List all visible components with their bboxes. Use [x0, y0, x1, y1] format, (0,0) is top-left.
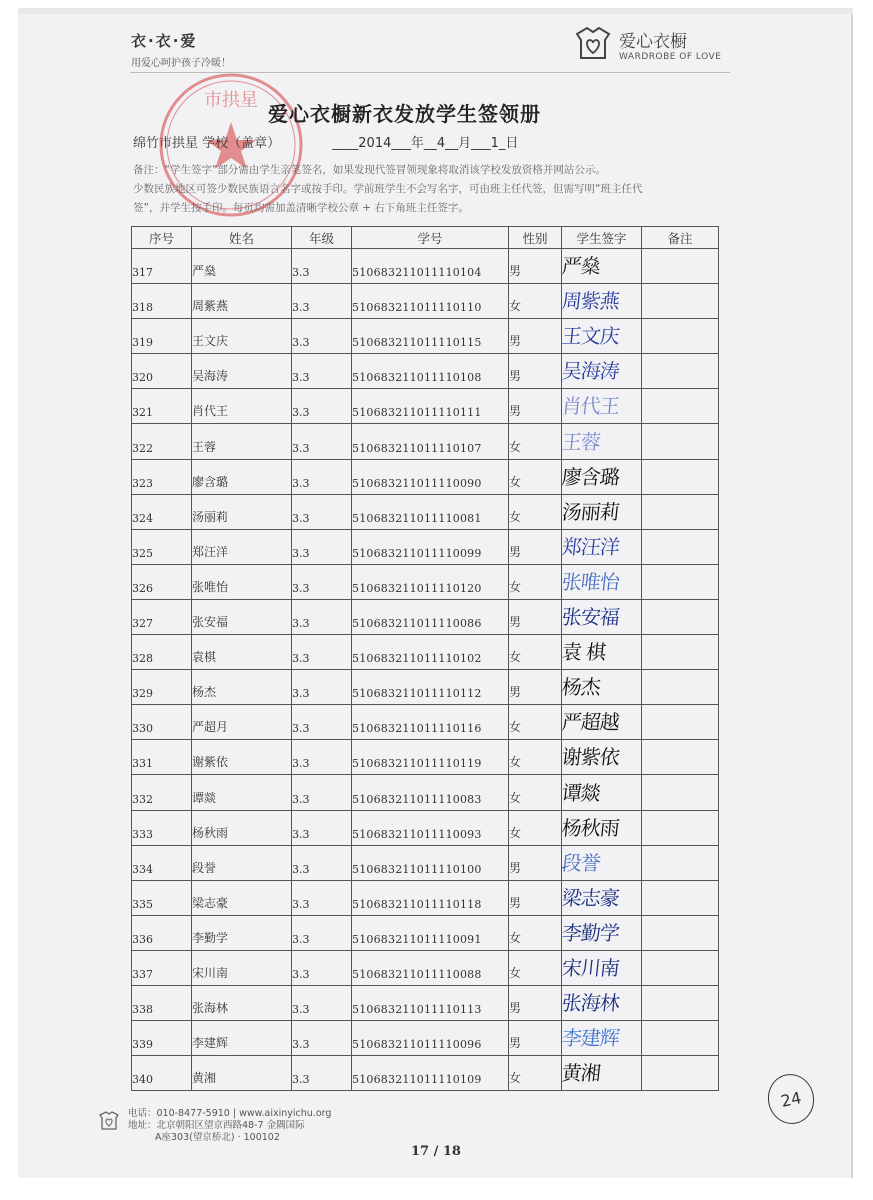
- note-cell: [642, 529, 719, 564]
- student-id: 510683211011110115: [352, 319, 509, 354]
- note-cell: [642, 389, 719, 424]
- student-id: 510683211011110119: [352, 740, 509, 775]
- student-id: 510683211011110107: [352, 424, 509, 459]
- note-cell: [642, 880, 719, 915]
- table-row: [132, 599, 719, 634]
- grade: 3.3: [292, 635, 352, 670]
- handwritten-signature: 周紫燕: [560, 289, 621, 314]
- handwritten-signature: 王文庆: [560, 324, 621, 349]
- signature-cell: [562, 424, 642, 459]
- student-name: 廖含璐: [192, 459, 292, 494]
- note-cell: [642, 424, 719, 459]
- grade: 3.3: [292, 985, 352, 1020]
- student-id: 510683211011110111: [352, 389, 509, 424]
- student-name: 杨秋雨: [192, 810, 292, 845]
- note-cell: [642, 459, 719, 494]
- student-name: 杨杰: [192, 670, 292, 705]
- sex: 男: [509, 319, 562, 354]
- table-row: [132, 319, 719, 354]
- school-date-line: [133, 132, 518, 151]
- page-edge: [18, 8, 853, 14]
- grade: 3.3: [292, 529, 352, 564]
- date-field: ____2014___年__4__月___1_日: [332, 136, 519, 151]
- signature-cell: [562, 529, 642, 564]
- handwritten-signature: 廖含璐: [560, 464, 621, 489]
- grade: 3.3: [292, 950, 352, 985]
- sex: 男: [509, 599, 562, 634]
- table-row: [132, 494, 719, 529]
- handwritten-signature: 袁 棋: [560, 640, 607, 665]
- signature-cell: [562, 705, 642, 740]
- sex: 男: [509, 354, 562, 389]
- student-name: 肖代王: [192, 389, 292, 424]
- handwritten-signature: 汤丽莉: [560, 499, 621, 524]
- handwritten-signature: 张唯怡: [560, 569, 621, 594]
- table-row: [132, 424, 719, 459]
- grade: 3.3: [292, 915, 352, 950]
- sex: 男: [509, 389, 562, 424]
- table-row: [132, 775, 719, 810]
- seal-text: 市拱星: [204, 90, 258, 111]
- row-number: 331: [132, 740, 192, 775]
- grade: 3.3: [292, 284, 352, 319]
- row-number: 339: [132, 1021, 192, 1056]
- student-name: 张安福: [192, 599, 292, 634]
- row-number: 320: [132, 354, 192, 389]
- row-number: 321: [132, 389, 192, 424]
- row-number: 327: [132, 599, 192, 634]
- student-id: 510683211011110093: [352, 810, 509, 845]
- table-row: [132, 880, 719, 915]
- grade: 3.3: [292, 494, 352, 529]
- table-row: [132, 529, 719, 564]
- brand-left-slogan: 用爱心呵护孩子冷暖！: [131, 58, 231, 69]
- signature-cell: [562, 880, 642, 915]
- student-id: 510683211011110081: [352, 494, 509, 529]
- sex: 女: [509, 775, 562, 810]
- handwritten-signature: 严燊: [560, 254, 602, 279]
- handwritten-page-count: 24: [763, 1070, 818, 1128]
- sex: 男: [509, 880, 562, 915]
- grade: 3.3: [292, 740, 352, 775]
- student-id: 510683211011110083: [352, 775, 509, 810]
- signature-cell: [562, 950, 642, 985]
- note-cell: [642, 599, 719, 634]
- sex: 女: [509, 915, 562, 950]
- student-id: 510683211011110116: [352, 705, 509, 740]
- table-header-row: [132, 227, 719, 249]
- sex: 男: [509, 985, 562, 1020]
- note-cell: [642, 810, 719, 845]
- note-cell: [642, 494, 719, 529]
- table-row: [132, 1021, 719, 1056]
- row-number: 318: [132, 284, 192, 319]
- row-number: 328: [132, 635, 192, 670]
- grade: 3.3: [292, 319, 352, 354]
- header-note: 备注: [642, 227, 719, 249]
- wardrobe-heart-logo-icon: [573, 26, 613, 62]
- student-id: 510683211011110104: [352, 249, 509, 284]
- sex: 女: [509, 424, 562, 459]
- note-line: 备注：“学生签字”部分需由学生亲笔签名，如果发现代签冒领现象将取消该学校发放资格并网站公示。: [133, 164, 606, 176]
- table-row: [132, 249, 719, 284]
- sex: 女: [509, 284, 562, 319]
- row-number: 338: [132, 985, 192, 1020]
- signature-cell: [562, 564, 642, 599]
- grade: 3.3: [292, 705, 352, 740]
- table-row: [132, 459, 719, 494]
- handwritten-signature: 宋川南: [560, 955, 621, 980]
- student-name: 王蓉: [192, 424, 292, 459]
- sex: 男: [509, 670, 562, 705]
- row-number: 334: [132, 845, 192, 880]
- student-name: 张唯怡: [192, 564, 292, 599]
- sex: 女: [509, 459, 562, 494]
- table-row: [132, 670, 719, 705]
- student-id: 510683211011110091: [352, 915, 509, 950]
- student-name: 郑汪洋: [192, 529, 292, 564]
- table-row: [132, 810, 719, 845]
- note-cell: [642, 319, 719, 354]
- student-name: 梁志豪: [192, 880, 292, 915]
- footer-address: 地址：北京朝阳区望京西路48-7 金隅国际: [128, 1120, 305, 1131]
- table-row: [132, 284, 719, 319]
- student-name: 李建辉: [192, 1021, 292, 1056]
- header-grade: 年级: [292, 227, 352, 249]
- student-id: 510683211011110086: [352, 599, 509, 634]
- grade: 3.3: [292, 845, 352, 880]
- signature-cell: [562, 459, 642, 494]
- student-name: 谭燚: [192, 775, 292, 810]
- note-cell: [642, 915, 719, 950]
- note-cell: [642, 950, 719, 985]
- table-row: [132, 564, 719, 599]
- handwritten-signature: 肖代王: [560, 394, 621, 419]
- grade: 3.3: [292, 775, 352, 810]
- row-number: 340: [132, 1056, 192, 1091]
- student-id: 510683211011110110: [352, 284, 509, 319]
- student-sign-table: [131, 226, 719, 1091]
- student-id: 510683211011110100: [352, 845, 509, 880]
- student-id: 510683211011110113: [352, 985, 509, 1020]
- note-line: 签”，并学生按手印。每页均需加盖清晰学校公章 + 右下角班主任签字。: [133, 202, 469, 214]
- row-number: 335: [132, 880, 192, 915]
- student-id: 510683211011110090: [352, 459, 509, 494]
- handwritten-signature: 杨杰: [560, 675, 602, 700]
- sex: 女: [509, 1056, 562, 1091]
- table-row: [132, 1056, 719, 1091]
- student-name: 段誉: [192, 845, 292, 880]
- signature-cell: [562, 389, 642, 424]
- grade: 3.3: [292, 880, 352, 915]
- student-name: 吴海涛: [192, 354, 292, 389]
- grade: 3.3: [292, 459, 352, 494]
- sex: 男: [509, 845, 562, 880]
- signature-cell: [562, 249, 642, 284]
- signature-cell: [562, 599, 642, 634]
- notes-block: [133, 161, 748, 218]
- grade: 3.3: [292, 389, 352, 424]
- signature-cell: [562, 740, 642, 775]
- note-cell: [642, 249, 719, 284]
- student-name: 张海林: [192, 985, 292, 1020]
- note-cell: [642, 564, 719, 599]
- signature-cell: [562, 1056, 642, 1091]
- student-id: 510683211011110102: [352, 635, 509, 670]
- grade: 3.3: [292, 1056, 352, 1091]
- student-id: 510683211011110109: [352, 1056, 509, 1091]
- row-number: 325: [132, 529, 192, 564]
- handwritten-signature: 谢紫依: [560, 745, 621, 770]
- handwritten-signature: 李建辉: [560, 1026, 621, 1051]
- note-cell: [642, 1056, 719, 1091]
- note-cell: [642, 284, 719, 319]
- signature-cell: [562, 670, 642, 705]
- student-name: 黄湘: [192, 1056, 292, 1091]
- signature-cell: [562, 1021, 642, 1056]
- footer: [98, 1108, 331, 1144]
- handwritten-signature: 张安福: [560, 605, 621, 630]
- note-line: 少数民族地区可签少数民族语言名字或按手印。学前班学生不会写名字，可由班主任代签，但需写明“班主任代: [133, 183, 643, 195]
- student-name: 严燊: [192, 249, 292, 284]
- row-number: 324: [132, 494, 192, 529]
- handwritten-signature: 张海林: [560, 991, 621, 1016]
- student-name: 严超月: [192, 705, 292, 740]
- student-id: 510683211011110096: [352, 1021, 509, 1056]
- sex: 男: [509, 529, 562, 564]
- grade: 3.3: [292, 564, 352, 599]
- sex: 女: [509, 740, 562, 775]
- row-number: 323: [132, 459, 192, 494]
- student-name: 袁棋: [192, 635, 292, 670]
- table-row: [132, 354, 719, 389]
- student-id: 510683211011110099: [352, 529, 509, 564]
- table-row: [132, 389, 719, 424]
- row-number: 329: [132, 670, 192, 705]
- handwritten-signature: 王蓉: [560, 429, 602, 454]
- student-name: 谢紫依: [192, 740, 292, 775]
- note-cell: [642, 775, 719, 810]
- handwritten-signature: 梁志豪: [560, 885, 621, 910]
- student-id: 510683211011110108: [352, 354, 509, 389]
- table-body: [132, 249, 719, 1091]
- footer-phone: 电话：010-8477-5910 | www.aixinyichu.org: [128, 1108, 332, 1119]
- document-page: [18, 8, 853, 1178]
- signature-cell: [562, 635, 642, 670]
- footer-logo-icon: [98, 1110, 120, 1132]
- note-cell: [642, 705, 719, 740]
- handwritten-signature: 杨秋雨: [560, 815, 621, 840]
- signature-cell: [562, 284, 642, 319]
- student-name: 王文庆: [192, 319, 292, 354]
- handwritten-signature: 严超越: [560, 710, 621, 735]
- handwritten-signature: 吴海涛: [560, 359, 621, 384]
- sex: 女: [509, 810, 562, 845]
- signature-cell: [562, 319, 642, 354]
- header-name: 姓名: [192, 227, 292, 249]
- row-number: 337: [132, 950, 192, 985]
- brand-left-name: 衣·衣·爱: [131, 32, 198, 50]
- signature-cell: [562, 985, 642, 1020]
- note-cell: [642, 740, 719, 775]
- student-name: 汤丽莉: [192, 494, 292, 529]
- note-cell: [642, 1021, 719, 1056]
- table-row: [132, 705, 719, 740]
- handwritten-signature: 谭燚: [560, 780, 602, 805]
- signature-cell: [562, 775, 642, 810]
- signature-cell: [562, 810, 642, 845]
- grade: 3.3: [292, 249, 352, 284]
- table-row: [132, 845, 719, 880]
- header-no: 序号: [132, 227, 192, 249]
- signature-cell: [562, 354, 642, 389]
- row-number: 336: [132, 915, 192, 950]
- row-number: 330: [132, 705, 192, 740]
- school-field: 绵竹市拱星 学校（盖章）: [133, 136, 281, 151]
- brand-left: [131, 30, 231, 69]
- header-signature: 学生签字: [562, 227, 642, 249]
- student-name: 周紫燕: [192, 284, 292, 319]
- brand-right: [573, 26, 721, 62]
- handwritten-signature: 段誉: [560, 850, 602, 875]
- student-id: 510683211011110120: [352, 564, 509, 599]
- table-row: [132, 950, 719, 985]
- note-cell: [642, 635, 719, 670]
- handwritten-signature: 李勤学: [560, 920, 621, 945]
- table-row: [132, 740, 719, 775]
- sex: 女: [509, 494, 562, 529]
- brand-right-en: WARDROBE OF LOVE: [619, 51, 722, 62]
- handwritten-signature: 郑汪洋: [560, 534, 621, 559]
- row-number: 322: [132, 424, 192, 459]
- row-number: 333: [132, 810, 192, 845]
- sex: 女: [509, 635, 562, 670]
- row-number: 317: [132, 249, 192, 284]
- header-id: 学号: [352, 227, 509, 249]
- note-cell: [642, 670, 719, 705]
- student-id: 510683211011110088: [352, 950, 509, 985]
- student-id: 510683211011110118: [352, 880, 509, 915]
- signature-cell: [562, 494, 642, 529]
- grade: 3.3: [292, 810, 352, 845]
- sex: 男: [509, 249, 562, 284]
- signature-cell: [562, 915, 642, 950]
- student-id: 510683211011110112: [352, 670, 509, 705]
- page-number: 17 / 18: [411, 1144, 461, 1159]
- note-cell: [642, 985, 719, 1020]
- grade: 3.3: [292, 424, 352, 459]
- row-number: 319: [132, 319, 192, 354]
- row-number: 326: [132, 564, 192, 599]
- header-sex: 性别: [509, 227, 562, 249]
- page-title: 爱心衣橱新衣发放学生签领册: [268, 102, 541, 126]
- row-number: 332: [132, 775, 192, 810]
- table-row: [132, 915, 719, 950]
- footer-address-2: A座303(望京桥北) · 100102: [155, 1132, 280, 1143]
- grade: 3.3: [292, 354, 352, 389]
- grade: 3.3: [292, 670, 352, 705]
- sex: 女: [509, 705, 562, 740]
- student-name: 李勤学: [192, 915, 292, 950]
- note-cell: [642, 845, 719, 880]
- signature-cell: [562, 845, 642, 880]
- brand-right-name: 爱心衣橱: [619, 31, 687, 52]
- sex: 女: [509, 564, 562, 599]
- grade: 3.3: [292, 599, 352, 634]
- sex: 女: [509, 950, 562, 985]
- handwritten-signature: 黄湘: [560, 1061, 602, 1086]
- grade: 3.3: [292, 1021, 352, 1056]
- sex: 男: [509, 1021, 562, 1056]
- table-row: [132, 635, 719, 670]
- note-cell: [642, 354, 719, 389]
- table-row: [132, 985, 719, 1020]
- student-name: 宋川南: [192, 950, 292, 985]
